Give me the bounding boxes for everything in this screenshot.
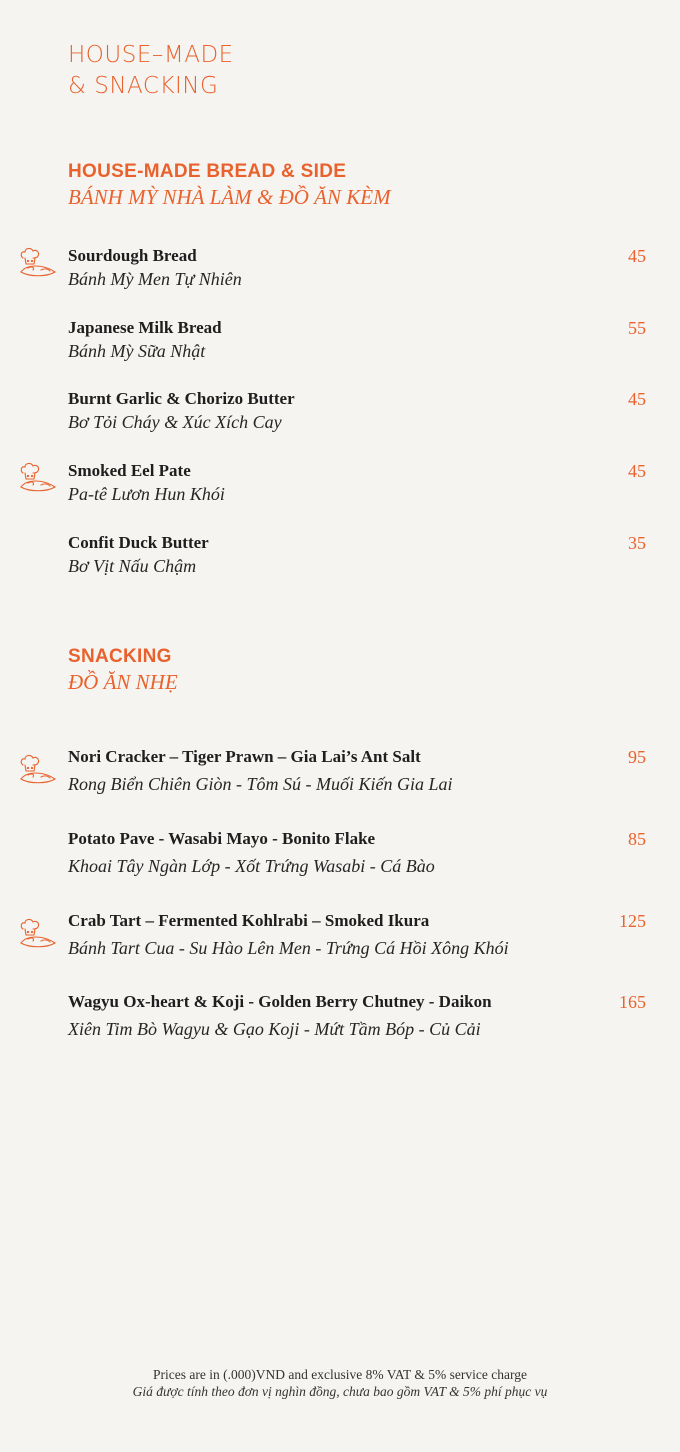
- menu-item-price: 35: [628, 533, 646, 553]
- menu-item: [68, 746, 648, 796]
- menu-item-name-vi: Khoai Tây Ngàn Lớp - Xốt Trứng Wasabi - Cá Bào: [68, 856, 435, 876]
- menu-item-name-vi: Bơ Tỏi Cháy & Xúc Xích Cay: [68, 412, 282, 432]
- menu-item: [68, 910, 648, 960]
- menu-item-price: 45: [628, 461, 646, 481]
- menu-item-price: 55: [628, 318, 646, 338]
- section-title-vi: ĐỒ ĂN NHẸ: [68, 670, 178, 694]
- price-note-en: Prices are in (.000)VND and exclusive 8% VAT & 5% service charge: [153, 1367, 527, 1382]
- page-title: [68, 40, 234, 102]
- chef-dish-icon: [17, 753, 59, 787]
- menu-item-name: Confit Duck Butter: [68, 533, 209, 552]
- menu-item-name-vi: Bánh Mỳ Men Tự Nhiên: [68, 269, 242, 289]
- menu-item-name: Potato Pave - Wasabi Mayo - Bonito Flake: [68, 829, 376, 848]
- menu-item: [68, 460, 648, 506]
- menu-item-name: Crab Tart – Fermented Kohlrabi – Smoked Ikura: [68, 911, 430, 930]
- menu-item-name-vi: Bơ Vịt Nấu Chậm: [68, 556, 197, 576]
- section-title-snacking: [68, 645, 178, 695]
- menu-item: [68, 317, 648, 363]
- menu-item-price: 85: [628, 829, 646, 849]
- chef-dish-icon: [17, 246, 59, 280]
- menu-item: [68, 828, 648, 878]
- price-note: [0, 1366, 680, 1400]
- menu-item-price: 165: [619, 992, 646, 1012]
- page-title-line-2: & SNACKING: [68, 73, 219, 99]
- menu-item-name-vi: Bánh Mỳ Sữa Nhật: [68, 341, 206, 361]
- menu-item-price: 45: [628, 246, 646, 266]
- section-title-bread: [68, 160, 391, 210]
- menu-item-name-vi: Pa-tê Lươn Hun Khói: [68, 484, 225, 504]
- menu-item-price: 95: [628, 747, 646, 767]
- menu-item-price: 125: [619, 911, 646, 931]
- page-title-line-1: HOUSE–MADE: [68, 42, 234, 68]
- chef-dish-icon: [17, 461, 59, 495]
- menu-item: [68, 245, 648, 291]
- price-note-vi: Giá được tính theo đơn vị nghìn đồng, chưa bao gồm VAT & 5% phí phục vụ: [132, 1384, 548, 1399]
- menu-item: [68, 532, 648, 578]
- menu-item-name: Burnt Garlic & Chorizo Butter: [68, 389, 295, 408]
- section-title-en: SNACKING: [68, 646, 172, 667]
- menu-item-name: Nori Cracker – Tiger Prawn – Gia Lai’s Ant Salt: [68, 747, 421, 766]
- section-title-vi: BÁNH MỲ NHÀ LÀM & ĐỒ ĂN KÈM: [68, 185, 391, 209]
- menu-item-name-vi: Rong Biển Chiên Giòn - Tôm Sú - Muối Kiến Gia Lai: [68, 774, 453, 794]
- section-title-en: HOUSE-MADE BREAD & SIDE: [68, 161, 347, 182]
- menu-item: [68, 991, 648, 1041]
- menu-item-name-vi: Bánh Tart Cua - Su Hào Lên Men - Trứng Cá Hồi Xông Khói: [68, 938, 509, 958]
- menu-item: [68, 388, 648, 434]
- menu-item-name: Japanese Milk Bread: [68, 318, 222, 337]
- menu-item-name: Sourdough Bread: [68, 246, 197, 265]
- chef-dish-icon: [17, 917, 59, 951]
- menu-item-name-vi: Xiên Tim Bò Wagyu & Gạo Koji - Mứt Tầm Bóp - Củ Cải: [68, 1019, 481, 1039]
- menu-item-name: Wagyu Ox-heart & Koji - Golden Berry Chutney - Daikon: [68, 992, 492, 1011]
- menu-item-name: Smoked Eel Pate: [68, 461, 191, 480]
- menu-item-price: 45: [628, 389, 646, 409]
